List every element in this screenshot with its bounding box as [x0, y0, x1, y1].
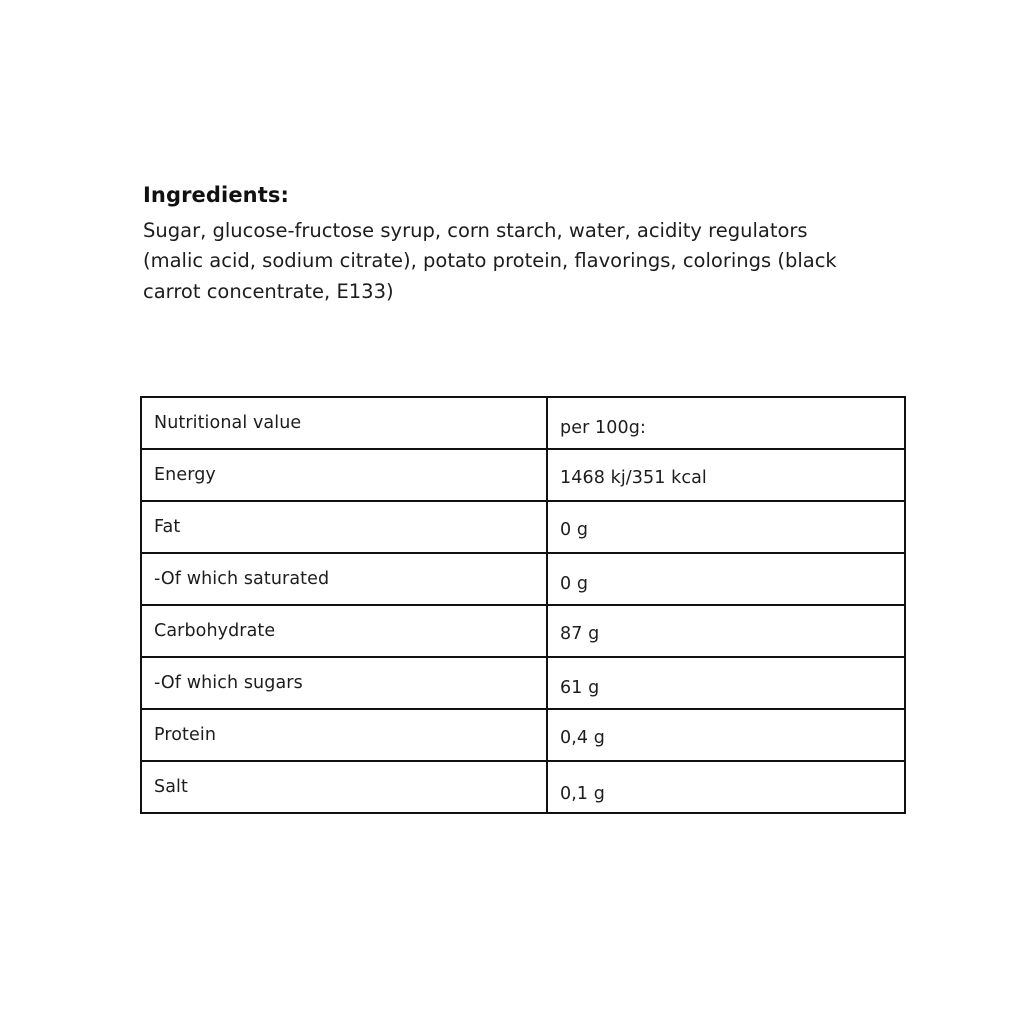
nutrition-row-label [141, 761, 547, 813]
nutrition-row-value [547, 501, 905, 553]
nutrition-row-label-text: Salt [154, 777, 188, 797]
nutrition-row-label [141, 553, 547, 605]
nutrition-header-value [547, 397, 905, 449]
table-row [141, 605, 905, 657]
nutrition-row-value [547, 709, 905, 761]
ingredients-section [143, 183, 863, 307]
nutrition-row-value-text: 61 g [560, 678, 600, 698]
table-row [141, 449, 905, 501]
nutrition-row-value [547, 657, 905, 709]
table-row [141, 761, 905, 813]
table-row [141, 501, 905, 553]
table-row-header [141, 397, 905, 449]
table-row [141, 657, 905, 709]
nutrition-row-label-text: -Of which sugars [154, 673, 303, 693]
nutrition-row-label-text: Fat [154, 517, 181, 537]
ingredients-heading: Ingredients: [143, 183, 289, 207]
nutrition-row-value [547, 449, 905, 501]
nutrition-row-label-text: Energy [154, 465, 216, 485]
nutrition-row-value-text: 87 g [560, 624, 600, 644]
ingredients-body-text: Sugar, glucose-fructose syrup, corn starch, water, acidity regulators (malic acid, sodium citrate), potato protein, flavorings, colorings (black carrot concentrate, E133) [143, 219, 837, 303]
table-row [141, 553, 905, 605]
nutrition-header-label [141, 397, 547, 449]
table-row [141, 709, 905, 761]
nutrition-header-value-text: per 100g: [560, 418, 646, 438]
nutrition-row-value-text: 0,4 g [560, 728, 606, 748]
nutrition-row-label [141, 709, 547, 761]
nutrition-row-value [547, 761, 905, 813]
nutrition-row-label-text: Carbohydrate [154, 621, 276, 641]
nutrition-row-label [141, 605, 547, 657]
nutrition-row-value-text: 0,1 g [560, 784, 606, 804]
nutrition-row-label-text: -Of which saturated [154, 569, 330, 589]
nutrition-header-label-text: Nutritional value [154, 413, 302, 433]
nutrition-row-label [141, 657, 547, 709]
nutrition-row-label [141, 501, 547, 553]
nutrition-row-label [141, 449, 547, 501]
nutrition-table [140, 396, 906, 814]
nutrition-row-value-text: 0 g [560, 574, 589, 594]
nutrition-row-value-text: 0 g [560, 520, 589, 540]
nutrition-row-value [547, 553, 905, 605]
nutrition-row-value-text: 1468 kj/351 kcal [560, 468, 707, 488]
nutrition-row-value [547, 605, 905, 657]
nutrition-row-label-text: Protein [154, 725, 217, 745]
